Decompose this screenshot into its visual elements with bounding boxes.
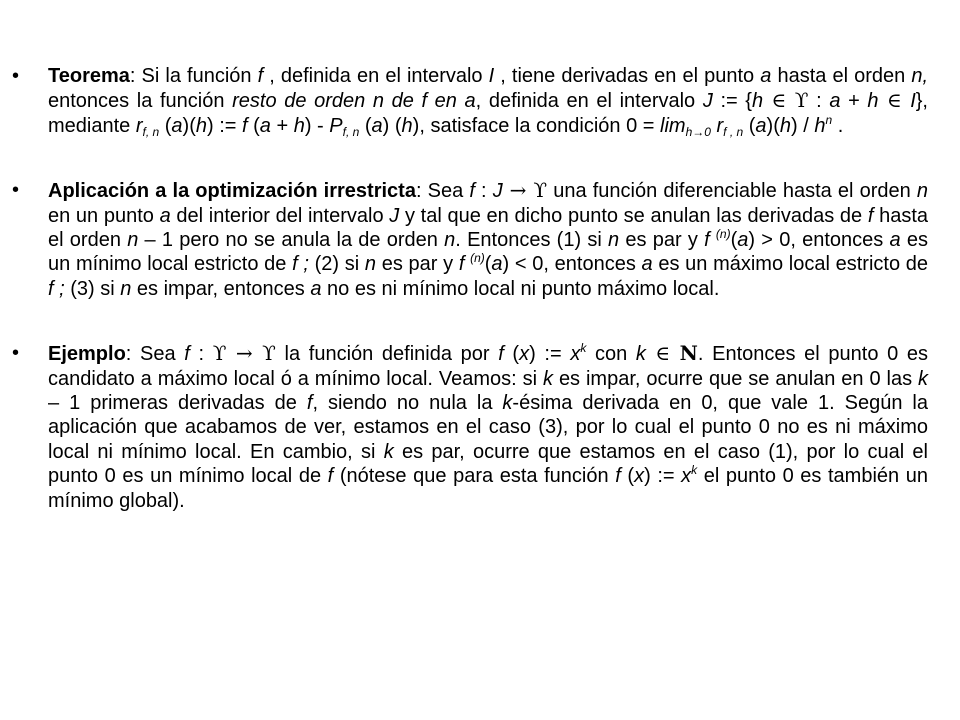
text: – 1 pero no se anula la de orden bbox=[138, 229, 445, 252]
text: hasta el orden bbox=[771, 65, 912, 87]
var: n bbox=[127, 229, 139, 252]
text: : bbox=[808, 90, 830, 113]
text: ( bbox=[730, 229, 738, 252]
text: : bbox=[189, 343, 213, 366]
var: a bbox=[171, 114, 183, 137]
subscript-text: f , n bbox=[723, 124, 744, 139]
reals-symbol: ϒ bbox=[533, 178, 548, 203]
var: f bbox=[867, 204, 874, 227]
var: f bbox=[469, 180, 475, 203]
text: es impar, entonces bbox=[131, 277, 311, 300]
text: ( bbox=[159, 114, 172, 137]
text: + bbox=[840, 90, 868, 113]
text: ( bbox=[359, 114, 372, 137]
text: (3) si bbox=[64, 277, 121, 300]
theorem-paragraph bbox=[48, 64, 928, 138]
var: n bbox=[364, 253, 377, 276]
superscript-text: k bbox=[580, 341, 587, 356]
var: n bbox=[120, 277, 132, 300]
text: ( bbox=[247, 114, 260, 137]
var: J bbox=[389, 204, 400, 227]
var: a bbox=[829, 90, 841, 113]
text: ) / bbox=[790, 114, 815, 137]
text: + bbox=[270, 114, 294, 137]
superscript bbox=[470, 251, 485, 265]
var: k bbox=[635, 343, 646, 366]
var: I bbox=[488, 65, 495, 87]
text: : Si la función bbox=[129, 65, 258, 87]
var: k bbox=[383, 440, 394, 463]
var: n bbox=[916, 180, 929, 203]
text: . bbox=[832, 114, 844, 137]
var: x bbox=[681, 465, 692, 488]
text: es par y bbox=[619, 229, 705, 252]
var: a bbox=[641, 253, 653, 276]
text: ), satisface la condición 0 = bbox=[412, 114, 661, 137]
var: x bbox=[570, 343, 581, 366]
subscript bbox=[723, 125, 743, 139]
var: a bbox=[737, 229, 749, 252]
text: es par, ocurre que estamos en el caso (1), por lo cual el punto 0 es un mínimo local de bbox=[48, 440, 928, 488]
text: : Sea bbox=[415, 180, 470, 203]
text: ) := bbox=[644, 465, 682, 488]
text: en un punto bbox=[48, 204, 160, 227]
text: ) > 0, entonces bbox=[748, 229, 890, 252]
text: hasta el orden bbox=[48, 204, 929, 252]
resto-term: resto de orden n de f en a bbox=[232, 90, 476, 113]
var: a bbox=[889, 229, 901, 252]
subscript bbox=[343, 125, 360, 139]
text: : Sea bbox=[125, 343, 185, 366]
subscript-text: f, n bbox=[142, 124, 160, 139]
text: ( bbox=[620, 465, 635, 488]
var: f bbox=[458, 253, 471, 276]
var: h bbox=[401, 114, 413, 137]
var: a bbox=[755, 114, 767, 137]
var: r bbox=[716, 114, 724, 137]
application-title: Aplicación a la optimización irrestricta bbox=[48, 180, 416, 203]
superscript-text: (n) bbox=[470, 251, 485, 266]
text: , tiene derivadas en el punto bbox=[494, 65, 761, 87]
text: la función definida por bbox=[275, 343, 499, 366]
text: con bbox=[586, 343, 636, 366]
var: a bbox=[159, 204, 171, 227]
var: n bbox=[608, 229, 620, 252]
var: f bbox=[184, 343, 190, 366]
example-item bbox=[0, 341, 960, 513]
var: f bbox=[498, 343, 504, 366]
text: : bbox=[474, 180, 493, 203]
text: el punto 0 es también un mínimo global). bbox=[48, 465, 928, 512]
var: x bbox=[519, 343, 530, 366]
text: una función diferenciable hasta el orden bbox=[547, 180, 917, 203]
lim-operator: lim bbox=[660, 114, 686, 137]
text: (nótese que para esta función bbox=[333, 465, 616, 488]
text: ) - bbox=[304, 114, 330, 137]
text: – 1 primeras derivadas de bbox=[48, 392, 307, 415]
var: I bbox=[910, 90, 916, 113]
element-of-symbol: ∈ bbox=[645, 341, 680, 366]
text: y tal que en dicho punto se anulan las derivadas de bbox=[399, 204, 868, 227]
bullet-marker: • bbox=[12, 342, 20, 365]
element-of-symbol: ∈ bbox=[763, 88, 795, 113]
subscript-text: f, n bbox=[342, 124, 360, 139]
var: f bbox=[257, 65, 264, 87]
var: f ; bbox=[292, 253, 309, 276]
var: h bbox=[867, 90, 879, 113]
var: h bbox=[779, 114, 791, 137]
text: es impar, ocurre que se anulan en 0 las bbox=[553, 367, 919, 390]
text: . Entonces (1) si bbox=[455, 229, 609, 252]
var: f bbox=[306, 392, 313, 415]
var: h bbox=[293, 114, 305, 137]
text: -ésima derivada en 0, que vale 1. Según la aplicación que acabamos de ver, estamos en el caso (3), por lo cual el punto 0 no es ni máximo local ni mínimo local. En cambio, si bbox=[48, 392, 928, 463]
text: , definida en el intervalo bbox=[475, 90, 703, 113]
var: a bbox=[760, 65, 772, 87]
text: := { bbox=[712, 90, 752, 113]
bullet-marker: • bbox=[12, 179, 20, 202]
superscript-text: k bbox=[691, 463, 698, 478]
theorem-title: Teorema bbox=[48, 65, 130, 87]
var: h bbox=[195, 114, 207, 137]
var: a bbox=[371, 114, 383, 137]
text: , definida en el intervalo bbox=[263, 65, 489, 87]
arrow-icon: → bbox=[502, 178, 534, 203]
naturals-symbol: N bbox=[679, 341, 698, 366]
var: a bbox=[491, 253, 503, 276]
text: ) := bbox=[207, 114, 243, 137]
var: x bbox=[634, 465, 645, 488]
element-of-symbol: ∈ bbox=[878, 88, 911, 113]
var: f bbox=[704, 229, 716, 252]
var: J bbox=[492, 180, 503, 203]
text: ( bbox=[484, 253, 492, 276]
var: f ; bbox=[48, 277, 65, 300]
example-title: Ejemplo bbox=[48, 343, 126, 366]
text: entonces la función bbox=[48, 90, 233, 113]
text: es par y bbox=[376, 253, 459, 276]
var: a bbox=[259, 114, 271, 137]
example-paragraph bbox=[48, 341, 928, 513]
var: r bbox=[135, 114, 143, 137]
superscript-text: (n) bbox=[715, 227, 731, 242]
text: del interior del intervalo bbox=[170, 204, 390, 227]
text: es un mínimo local estricto de bbox=[48, 229, 928, 276]
var: f bbox=[327, 465, 334, 488]
var: k bbox=[918, 367, 929, 390]
theorem-item bbox=[0, 64, 960, 138]
application-paragraph bbox=[48, 178, 928, 301]
reals-symbol: ϒ bbox=[262, 341, 276, 366]
var: n, bbox=[911, 65, 929, 87]
text: ( bbox=[743, 114, 756, 137]
text: es un máximo local estricto de bbox=[652, 253, 929, 276]
var: f bbox=[242, 114, 248, 137]
text: ) < 0, entonces bbox=[502, 253, 642, 276]
application-item bbox=[0, 178, 960, 301]
subscript-text: h→0 bbox=[685, 124, 711, 139]
var: f bbox=[615, 465, 621, 488]
text: )( bbox=[182, 114, 196, 137]
var: P bbox=[329, 114, 343, 137]
var: h bbox=[814, 114, 826, 137]
subscript bbox=[686, 125, 711, 139]
text: ( bbox=[503, 343, 520, 366]
superscript-text: n bbox=[825, 112, 833, 127]
text: no es ni mínimo local ni punto máximo local. bbox=[321, 277, 720, 300]
var: h bbox=[751, 90, 764, 113]
text: ) ( bbox=[382, 114, 402, 137]
subscript bbox=[143, 125, 160, 139]
text: (2) si bbox=[308, 253, 365, 276]
var: k bbox=[502, 392, 513, 415]
text: . Entonces el punto 0 es candidato a máximo local ó a mínimo local. Veamos: si bbox=[48, 343, 929, 390]
text: , siendo no nula la bbox=[312, 392, 503, 415]
text: )( bbox=[766, 114, 780, 137]
superscript bbox=[716, 227, 731, 241]
var: a bbox=[310, 277, 322, 300]
text: ) := bbox=[529, 343, 571, 366]
text: }, mediante bbox=[48, 90, 928, 137]
var: J bbox=[702, 90, 713, 113]
var: k bbox=[543, 367, 554, 390]
reals-symbol: ϒ bbox=[212, 341, 227, 366]
reals-symbol: ϒ bbox=[794, 88, 809, 113]
bullet-marker: • bbox=[12, 65, 20, 87]
var: n bbox=[444, 229, 456, 252]
arrow-icon: → bbox=[226, 341, 263, 366]
